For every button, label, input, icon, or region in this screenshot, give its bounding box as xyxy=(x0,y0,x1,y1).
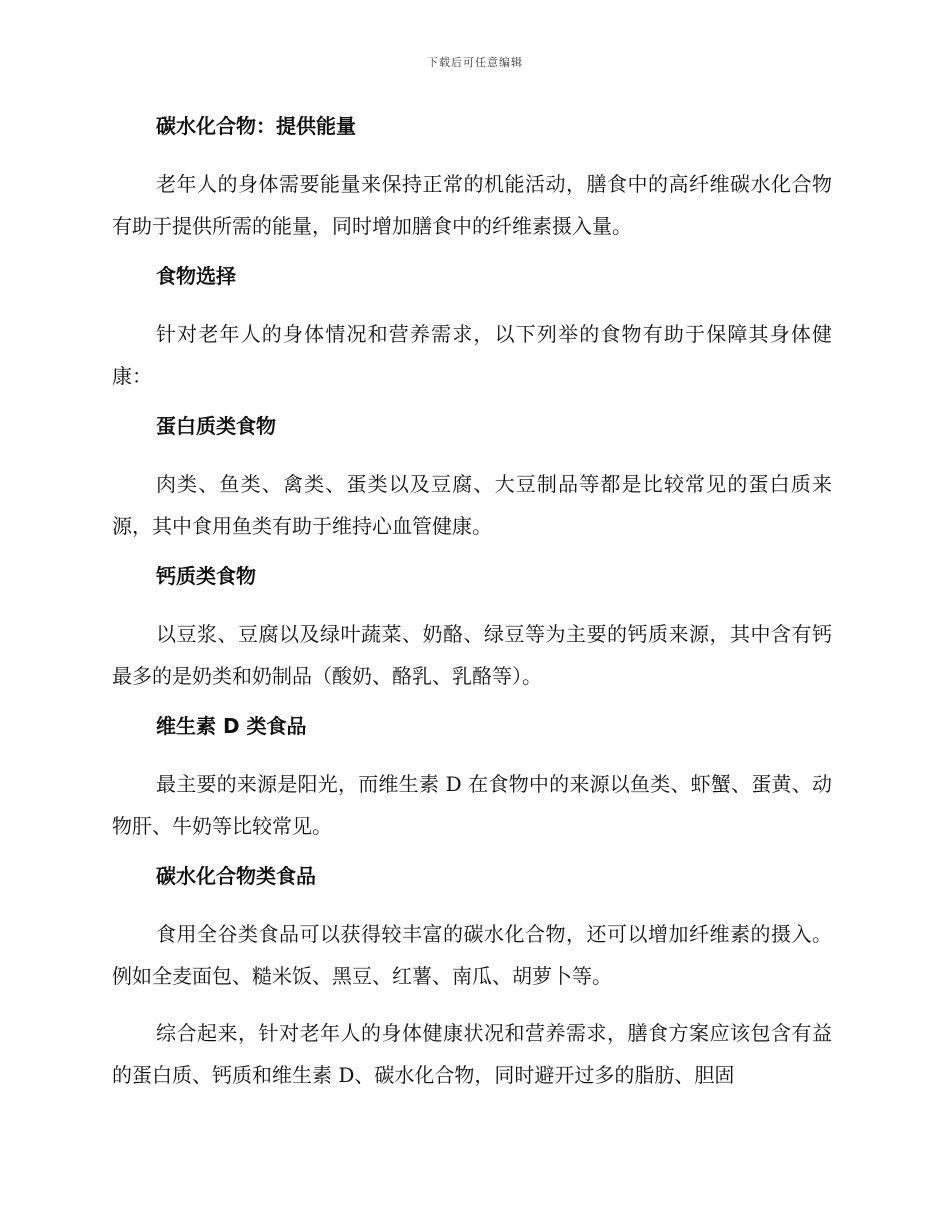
section-heading-food-choice: 食物选择 xyxy=(156,264,236,288)
closing-paragraph: 综合起来，针对老年人的身体健康状况和营养需求，膳食方案应该包含有益的蛋白质、钙质和维生素 D、碳水化合物，同时避开过多的脂肪、胆固 xyxy=(112,1021,832,1087)
section-paragraph-calcium-foods: 以豆浆、豆腐以及绿叶蔬菜、奶酪、绿豆等为主要的钙质来源，其中含有钙最多的是奶类和奶制品（酸奶、酪乳、乳酪等）。 xyxy=(112,622,832,688)
section-paragraph-food-choice: 针对老年人的身体情况和营养需求，以下列举的食物有助于保障其身体健康： xyxy=(112,322,832,388)
document-body xyxy=(112,112,832,1096)
section-paragraph-protein-foods: 肉类、鱼类、禽类、蛋类以及豆腐、大豆制品等都是比较常见的蛋白质来源，其中食用鱼类有助于维持心血管健康。 xyxy=(112,472,832,538)
section-paragraph-carbohydrate-foods: 食用全谷类食品可以获得较丰富的碳水化合物，还可以增加纤维素的摄入。例如全麦面包、糙米饭、黑豆、红薯、南瓜、胡萝卜等。 xyxy=(112,922,832,988)
section-heading-protein-foods: 蛋白质类食物 xyxy=(156,414,276,438)
section-heading-vitamin-d-foods: 维生素 D 类食品 xyxy=(156,714,307,738)
section-heading-carbohydrate-foods: 碳水化合物类食品 xyxy=(156,864,316,888)
section-heading-calcium-foods: 钙质类食物 xyxy=(156,564,256,588)
section-paragraph-carbohydrate-energy: 老年人的身体需要能量来保持正常的机能活动，膳食中的高纤维碳水化合物有助于提供所需的能量，同时增加膳食中的纤维素摄入量。 xyxy=(112,172,832,238)
page-header: 下载后可任意编辑 xyxy=(427,56,523,69)
section-heading-carbohydrate-energy: 碳水化合物：提供能量 xyxy=(156,114,356,138)
section-paragraph-vitamin-d-foods: 最主要的来源是阳光，而维生素 D 在食物中的来源以鱼类、虾蟹、蛋黄、动物肝、牛奶等比较常见。 xyxy=(112,772,832,838)
